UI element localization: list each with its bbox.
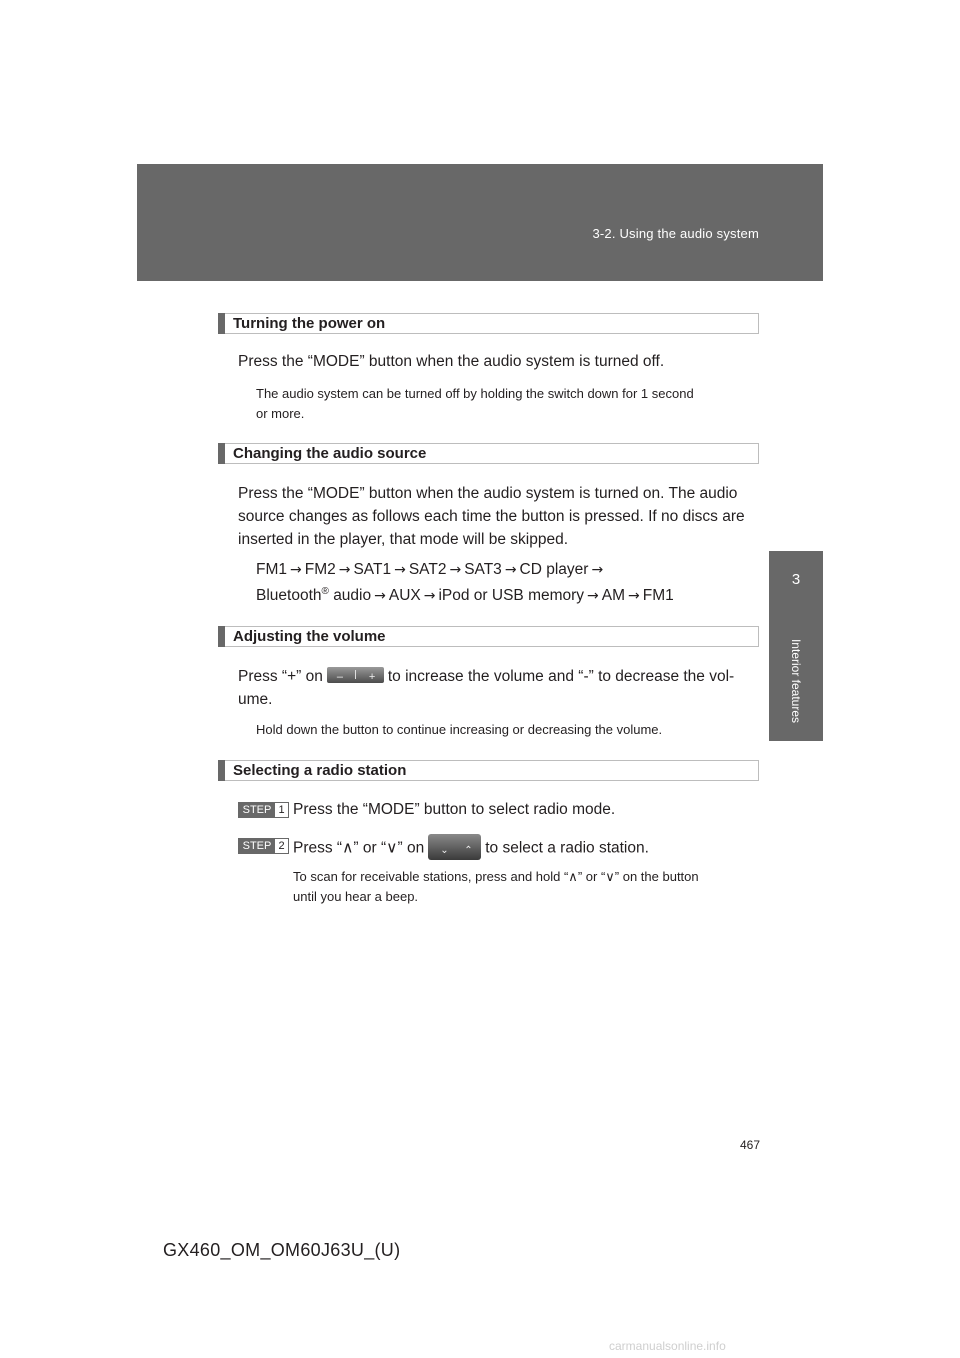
page-number: 467 <box>740 1138 761 1152</box>
seq-item: iPod or USB memory <box>438 587 585 605</box>
chapter-number: 3 <box>791 571 801 588</box>
seq-item: FM2 <box>304 561 336 578</box>
arrow-icon: → <box>394 562 406 578</box>
seq-item: Bluetooth <box>256 587 322 605</box>
source-sequence-line2 <box>256 581 674 607</box>
section-title-source: Changing the audio source <box>233 445 427 462</box>
plus-icon: + <box>368 671 376 684</box>
header-band <box>137 164 823 281</box>
section-header-source <box>218 443 759 464</box>
section-header-radio <box>218 760 759 781</box>
step-2-badge <box>238 838 289 854</box>
volume-body-line2: ume. <box>238 691 273 708</box>
radio-note <box>293 867 699 907</box>
power-on-note-line1: The audio system can be turned off by holding the switch down for 1 second <box>256 386 694 401</box>
radio-note-line2: until you hear a beep. <box>293 889 419 904</box>
seq-item: audio <box>333 587 372 605</box>
tune-switch-icon <box>428 834 481 860</box>
arrow-icon: → <box>449 562 462 578</box>
step-number: 1 <box>275 803 288 817</box>
arrow-icon: → <box>587 588 599 605</box>
step-label: STEP <box>239 839 275 853</box>
arrow-icon: → <box>338 562 351 578</box>
step-2-pre: Press “∧” or “∨” on <box>293 839 425 857</box>
section-title-power-on: Turning the power on <box>233 315 386 332</box>
chapter-tab <box>769 551 823 741</box>
power-on-note-line2: or more. <box>256 406 305 421</box>
section-title-volume: Adjusting the volume <box>233 628 386 645</box>
volume-note: Hold down the button to continue increasing or decreasing the volume. <box>256 722 663 737</box>
registered-mark: ® <box>321 586 329 597</box>
section-header-volume <box>218 626 759 647</box>
source-sequence <box>256 559 674 607</box>
seq-item: FM1 <box>256 561 287 578</box>
source-body-line1: Press the “MODE” button when the audio system is turned on. The audio <box>238 485 738 502</box>
arrow-icon: → <box>504 562 517 578</box>
chevron-up-icon: ⌃ <box>464 845 473 856</box>
seq-item: AUX <box>388 587 421 605</box>
document-code: GX460_OM_OM60J63U_(U) <box>163 1240 401 1260</box>
section-title-radio: Selecting a radio station <box>233 762 407 779</box>
arrow-icon: → <box>374 588 386 605</box>
chapter-label: Interior features <box>789 638 803 724</box>
volume-body-post: to increase the volume and “-” to decrease the vol- <box>387 668 735 685</box>
chevron-down-icon: ⌄ <box>440 845 449 856</box>
seq-item: AM <box>601 587 626 605</box>
arrow-icon: → <box>423 588 436 605</box>
source-body-line3: inserted in the player, that mode will be skipped. <box>238 531 568 548</box>
seq-item: FM1 <box>642 587 674 605</box>
seq-item: SAT3 <box>464 561 502 578</box>
seq-item: SAT1 <box>353 561 392 578</box>
arrow-icon: → <box>290 562 302 578</box>
step-label: STEP <box>239 803 275 817</box>
step-2-text <box>293 834 649 863</box>
seq-item: SAT2 <box>408 561 447 578</box>
minus-icon: – <box>336 671 343 684</box>
watermark: carmanualsonline.info <box>609 1339 726 1353</box>
step-1-badge <box>238 802 289 818</box>
volume-switch-icon <box>327 667 384 683</box>
step-2-post: to select a radio station. <box>485 839 649 857</box>
divider-icon <box>355 670 356 679</box>
volume-body-line1 <box>238 665 734 688</box>
radio-note-line1: To scan for receivable stations, press and hold “∧” or “∨” on the button <box>293 869 699 884</box>
source-sequence-line1 <box>256 559 674 581</box>
breadcrumb: 3-2. Using the audio system <box>592 226 759 241</box>
volume-body <box>238 665 734 711</box>
arrow-icon: → <box>628 588 640 605</box>
power-on-body: Press the “MODE” button when the audio system is turned off. <box>238 353 665 370</box>
step-1-text: Press the “MODE” button to select radio mode. <box>293 801 616 818</box>
volume-body-pre: Press “+” on <box>238 668 323 685</box>
step-number: 2 <box>275 839 288 853</box>
source-body <box>238 482 745 551</box>
power-on-note <box>256 384 694 424</box>
arrow-icon: → <box>591 562 604 578</box>
source-body-line2: source changes as follows each time the button is pressed. If no discs are <box>238 508 745 525</box>
section-header-power-on <box>218 313 759 334</box>
seq-item: CD player <box>519 561 589 578</box>
